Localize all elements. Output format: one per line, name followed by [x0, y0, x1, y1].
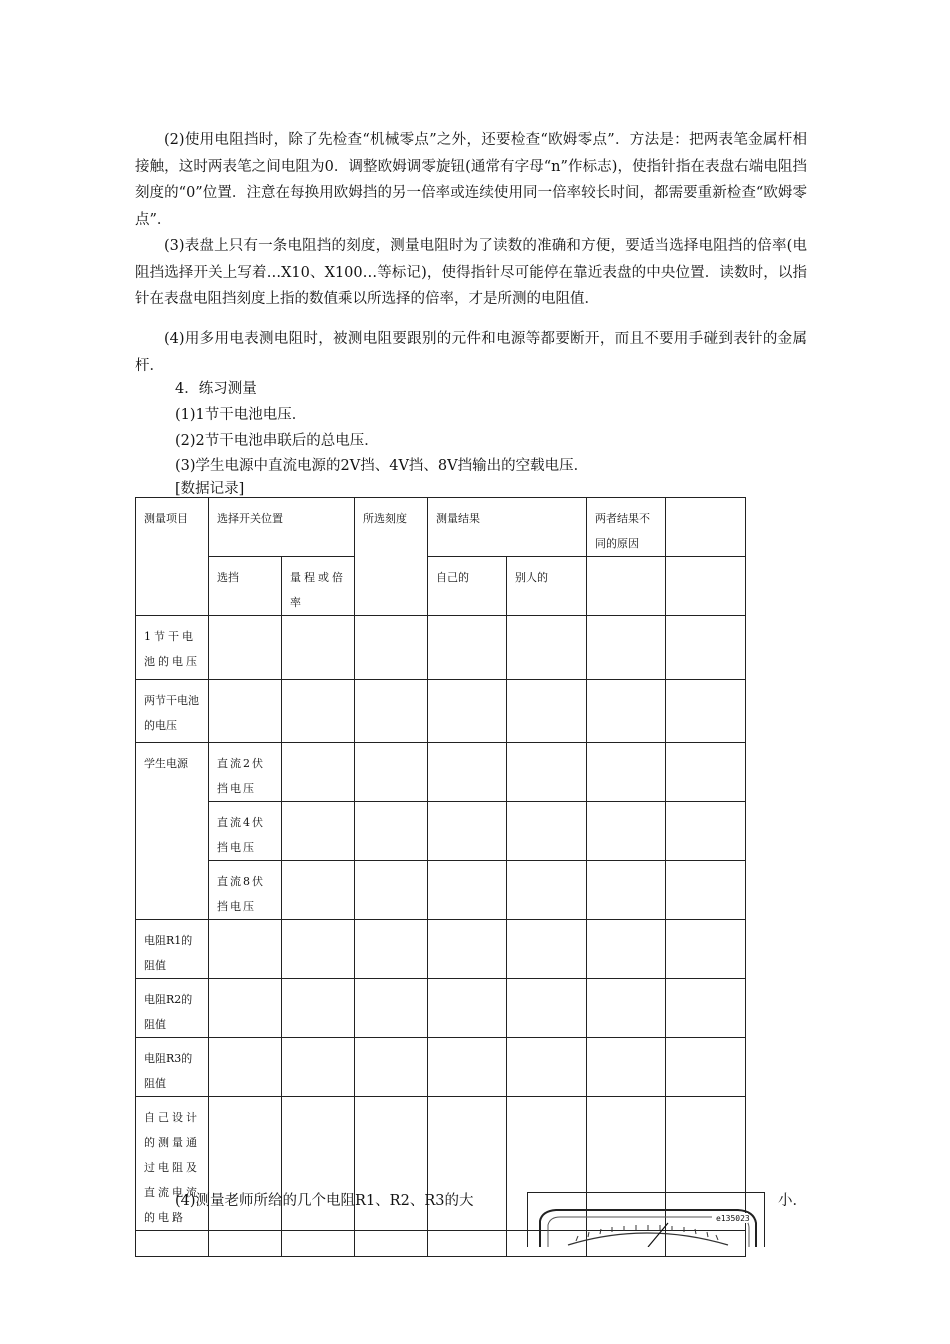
row-label: 电阻R1的阻值	[136, 920, 209, 979]
meter-label: e135023	[716, 1214, 750, 1223]
practice-item-3: (3)学生电源中直流电源的2V挡、4V挡、8V挡输出的空载电压．	[175, 458, 589, 474]
header-result: 测量结果	[428, 498, 587, 557]
meter-dial-icon	[528, 1193, 764, 1247]
table-cell	[666, 498, 746, 557]
table-row	[136, 802, 746, 861]
data-record-label: [数据记录]	[175, 481, 245, 497]
table-row	[136, 979, 746, 1038]
table-cell	[666, 557, 746, 616]
row-label: 自己设计的测量通过电阻及直流电流的电路	[136, 1097, 209, 1231]
header-range: 量程或倍率	[282, 557, 355, 616]
table-row	[136, 1038, 746, 1097]
header-other: 别人的	[507, 557, 587, 616]
table-row	[136, 616, 746, 680]
row-label: 电阻R2的阻值	[136, 979, 209, 1038]
table-cell	[587, 557, 666, 616]
header-item: 测量项目	[136, 498, 209, 616]
header-self: 自己的	[428, 557, 507, 616]
table-row	[136, 920, 746, 979]
table-row	[136, 743, 746, 802]
row-label: 学生电源	[136, 743, 209, 920]
paragraph-ohm-zero: (2)使用电阻挡时，除了先检查“机械零点”之外，还要检查“欧姆零点”．方法是：把两表笔金属杆相接触，这时两表笔之间电阻为0．调整欧姆调零旋钮(通常有字母“n”作标志)，使指针指在表盘右端电阻挡刻度的“0”位置．注意在每换用欧姆挡的另一倍率或连续使用同一倍率较长时间，都需要重新检查“欧姆零点”．	[135, 132, 807, 228]
header-scale: 所选刻度	[355, 498, 428, 616]
data-record-table	[135, 497, 746, 1257]
table-row	[136, 680, 746, 743]
row-label: 电阻R3的阻值	[136, 1038, 209, 1097]
practice-item-4-tail: 小．	[778, 1193, 807, 1209]
row-label: 1节干电池的电压	[136, 616, 209, 680]
row-sublabel: 直流4伏挡电压	[209, 802, 282, 861]
practice-item-4: (4)测量老师所给的几个电阻R1、R2、R3的大	[175, 1193, 474, 1209]
header-switch-position: 选择开关位置	[209, 498, 355, 557]
practice-item-1: (1)1节干电池电压．	[175, 407, 307, 423]
multimeter-dial-image	[527, 1192, 765, 1247]
header-gear: 选挡	[209, 557, 282, 616]
section-heading: 4．练习测量	[175, 381, 257, 397]
row-sublabel: 直流8伏挡电压	[209, 861, 282, 920]
paragraph-disconnect: (4)用多用电表测电阻时，被测电阻要跟别的元件和电源等都要断开，而且不要用手碰到表针的金属杆．	[135, 331, 807, 374]
row-label: 两节干电池的电压	[136, 680, 209, 743]
paragraph-ohm-scale: (3)表盘上只有一条电阻挡的刻度，测量电阻时为了读数的准确和方便，要适当选择电阻挡的倍率(电阻挡选择开关上写着…X10、X100…等标记)，使得指针尽可能停在靠近表盘的中央位置．读数时，以指针在表盘电阻挡刻度上指的数值乘以所选择的倍率，才是所测的电阻值．	[135, 238, 807, 308]
row-sublabel: 直流2伏挡电压	[209, 743, 282, 802]
practice-item-2: (2)2节干电池串联后的总电压．	[175, 433, 379, 449]
table-row	[136, 861, 746, 920]
header-reason: 两者结果不同的原因	[587, 498, 666, 557]
